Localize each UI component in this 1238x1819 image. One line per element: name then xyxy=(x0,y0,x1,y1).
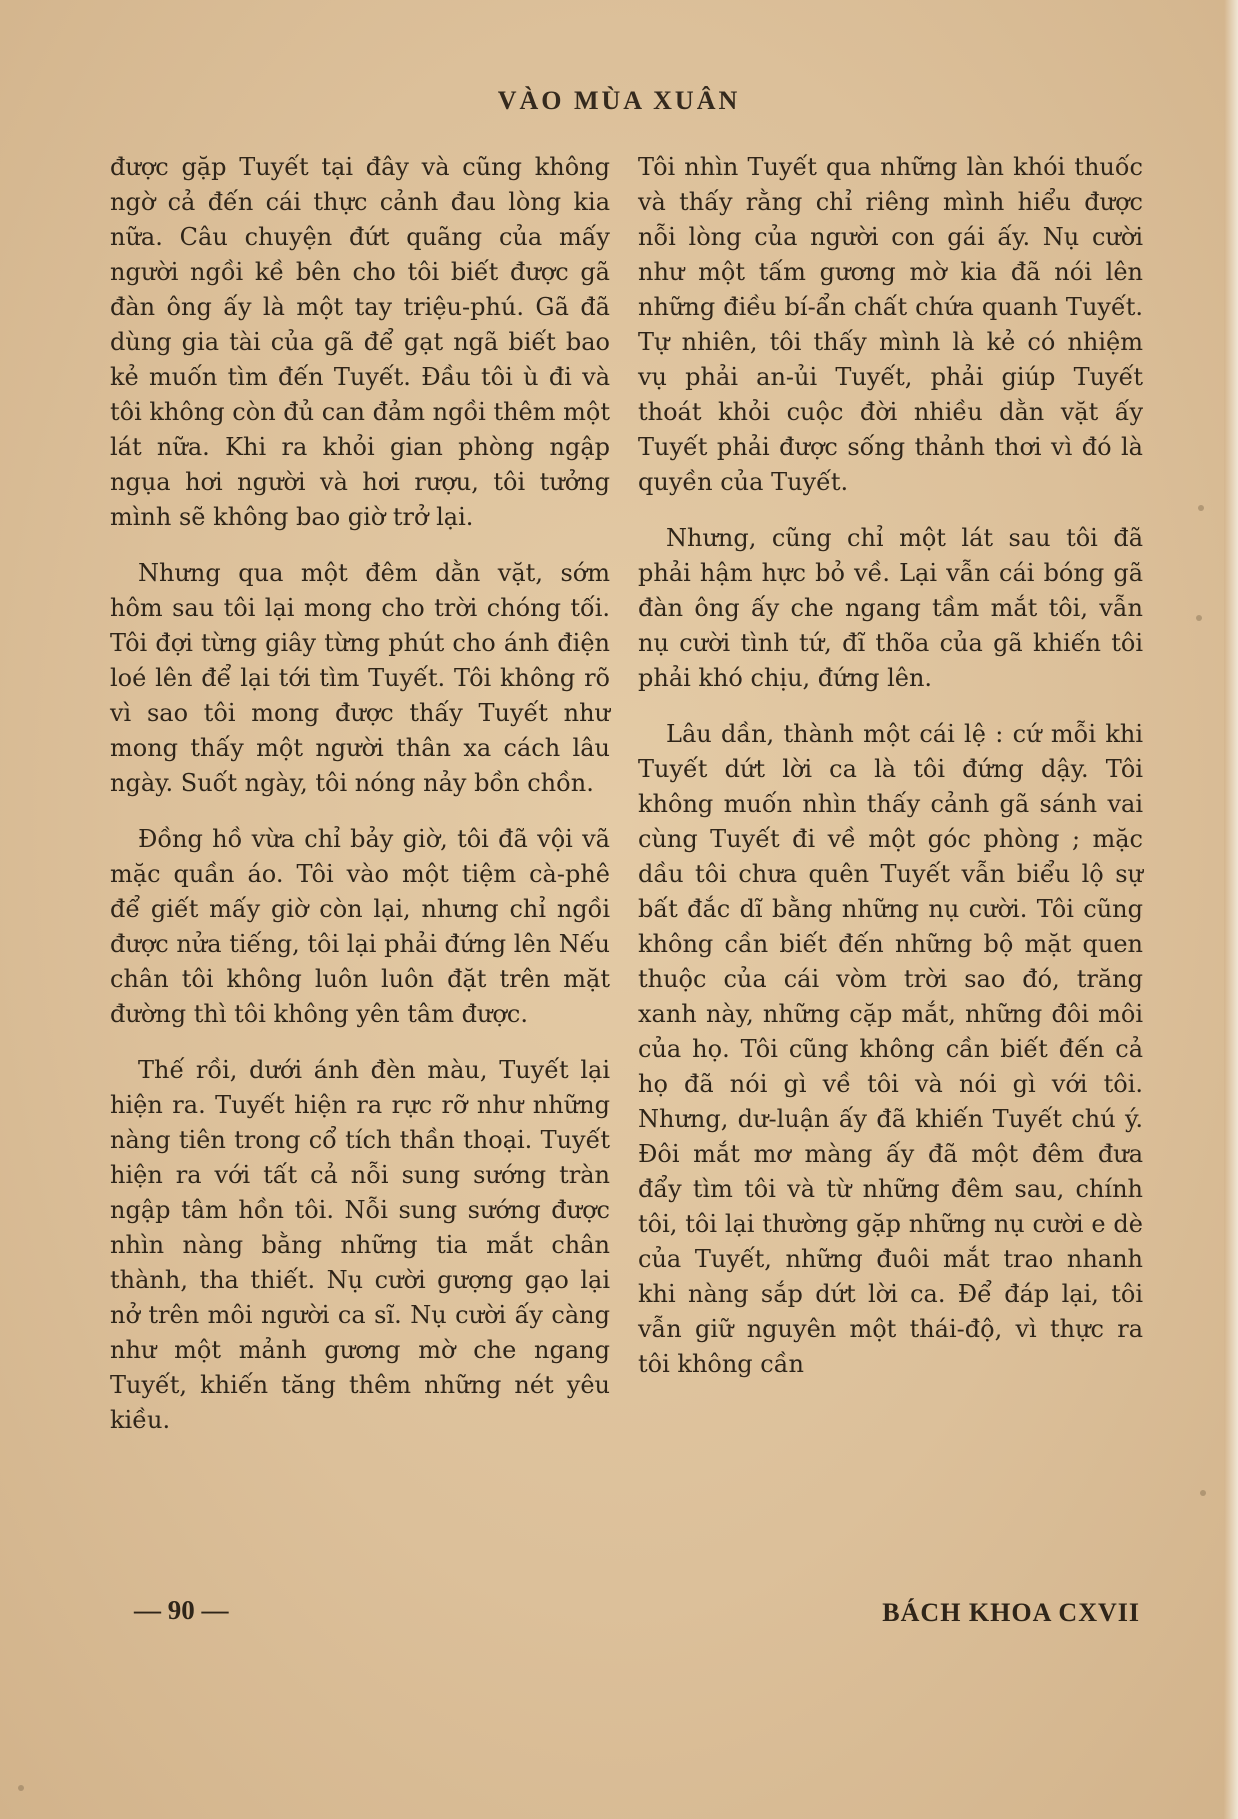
journal-issue: BÁCH KHOA CXVII xyxy=(882,1598,1140,1627)
paper-speck xyxy=(1200,1490,1206,1496)
paragraph: Thế rồi, dưới ánh đèn màu, Tuyết lại hiện ra. Tuyết hiện ra rực rỡ như những nàng tiên trong cổ tích thần thoại. Tuyết hiện ra với tất cả nỗi sung sướng tràn ngập tâm hồn tôi. Nỗi sung sướng được nhìn nàng bằng những tia mắt chân thành, tha thiết. Nụ cười gượng gạo lại nở trên môi người ca sĩ. Nụ cười ấy càng như một mảnh gương mờ che ngang Tuyết, khiến tăng thêm những nét yêu kiều. xyxy=(110,1056,610,1434)
paper-speck xyxy=(1196,615,1202,621)
page-edge xyxy=(1224,0,1238,1819)
page-number: — 90 — xyxy=(134,1595,229,1625)
paragraph: Đồng hồ vừa chỉ bảy giờ, tôi đã vội vã mặc quần áo. Tôi vào một tiệm cà-phê để giết mấy giờ còn lại, nhưng chỉ ngồi được nửa tiếng, tôi lại phải đứng lên Nếu chân tôi không luôn luôn đặt trên mặt đường thì tôi không yên tâm được. xyxy=(110,825,610,1028)
paragraph: Lâu dần, thành một cái lệ : cứ mỗi khi Tuyết dứt lời ca là tôi đứng dậy. Tôi không muốn nhìn thấy cảnh gã sánh vai cùng Tuyết đi về một góc phòng ; mặc dầu tôi chưa quên Tuyết vẫn biểu lộ sự bất đắc dĩ bằng những nụ cười. Tôi cũng không cần biết đến những bộ mặt quen thuộc của cái vòm trời sao đó, trăng xanh này, những cặp mắt, những đôi môi của họ. Tôi cũng không cần biết đến cả họ đã nói gì về tôi và nói gì với tôi. Nhưng, dư-luận ấy đã khiến Tuyết chú ý. Đôi mắt mơ màng ấy đã một đêm đưa đẩy tìm tôi và từ những đêm sau, chính tôi, tôi lại thường gặp những nụ cười e dè của Tuyết, những đuôi mắt trao nhanh khi nàng sắp dứt lời ca. Để đáp lại, tôi vẫn giữ nguyên một thái-độ, vì thực ra tôi không cần xyxy=(638,720,1143,1378)
paragraph: Tôi nhìn Tuyết qua những làn khói thuốc và thấy rằng chỉ riêng mình hiểu được nỗi lòng của người con gái ấy. Nụ cười như một tấm gương mờ kia đã nói lên những điều bí-ẩn chất chứa quanh Tuyết. Tự nhiên, tôi thấy mình là kẻ có nhiệm vụ phải an-ủi Tuyết, phải giúp Tuyết thoát khỏi cuộc đời nhiều dằn vặt ấy Tuyết phải được sống thảnh thơi vì đó là quyền của Tuyết. xyxy=(638,153,1143,496)
paragraph: Nhưng qua một đêm dằn vặt, sớm hôm sau tôi lại mong cho trời chóng tối. Tôi đợi từng giây từng phút cho ánh điện loé lên để lại tới tìm Tuyết. Tôi không rõ vì sao tôi mong được thấy Tuyết như mong thấy một người thân xa cách lâu ngày. Suốt ngày, tôi nóng nảy bồn chồn. xyxy=(110,559,610,797)
running-title: VÀO MÙA XUÂN xyxy=(497,86,741,115)
paragraph: Nhưng, cũng chỉ một lát sau tôi đã phải hậm hực bỏ về. Lại vẫn cái bóng gã đàn ông ấy che ngang tầm mắt tôi, vẫn nụ cười tình tứ, đĩ thõa của gã khiến tôi phải khó chịu, đứng lên. xyxy=(638,524,1143,692)
paper-speck xyxy=(1198,505,1204,511)
right-column xyxy=(638,150,1143,1403)
left-column xyxy=(110,150,610,1459)
paper-speck xyxy=(18,1785,24,1791)
paragraph: được gặp Tuyết tại đây và cũng không ngờ cả đến cái thực cảnh đau lòng kia nữa. Câu chuyện đứt quãng của mấy người ngồi kề bên cho tôi biết được gã đàn ông ấy là một tay triệu-phú. Gã đã dùng gia tài của gã để gạt ngã biết bao kẻ muốn tìm đến Tuyết. Đầu tôi ù đi và tôi không còn đủ can đảm ngồi thêm một lát nữa. Khi ra khỏi gian phòng ngập ngụa hơi người và hơi rượu, tôi tưởng mình sẽ không bao giờ trở lại. xyxy=(110,153,610,531)
